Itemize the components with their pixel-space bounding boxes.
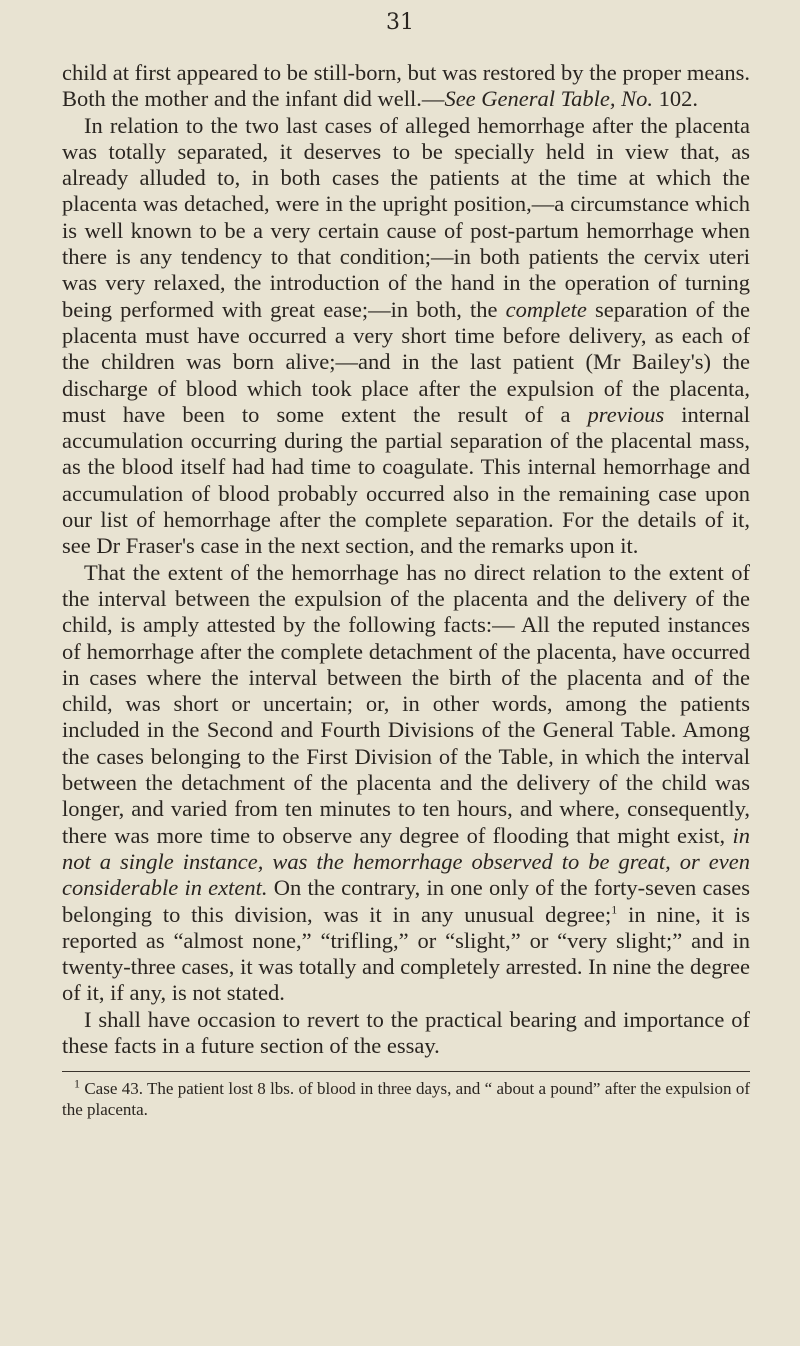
paragraph-3-text-b: On the contrary, in one only of the forty-seven cases belonging to this division, was it in any unusual degree;	[62, 875, 750, 927]
footnote-reference: 1	[611, 902, 618, 916]
footnote-paragraph	[62, 1078, 750, 1120]
paragraph-3-text-c: in nine, it is reported as “almost none,” “trifling,” or “slight,” or “very slight;” and in twenty-three cases, it was totally and completely arrested. In nine the degree of it, if any, is not stated.	[62, 901, 750, 1006]
table-reference: See General Table, No.	[444, 86, 653, 112]
footnote-divider	[62, 1071, 750, 1072]
emphasis-not-single-instance: in not a single instance, was the hemorrhage observed to be great, or even considerable in extent.	[62, 822, 750, 901]
emphasis-complete: complete	[505, 296, 587, 322]
paragraph-3-text-a: That the extent of the hemorrhage has no direct relation to the extent of the interval between the expulsion of the placenta and the delivery of the child, is amply attested by the following facts:— All the reputed instances of hemorrhage after the complete detachment of the placenta, have occurred in cases where the interval between the birth of the placenta and of the child, was short or uncertain; or, in other words, among the patients included in the Second and Fourth Divisions of the General Table. Among the cases belonging to the First Division of the Table, in which the interval between the detachment of the placenta and the delivery of the child was longer, and varied from ten minutes to ten hours, and where, consequently, there was more time to observe any degree of flooding that might exist,	[62, 559, 750, 848]
footnote-text: Case 43. The patient lost 8 lbs. of blood in three days, and “ about a pound” after the expulsion of the placenta.	[62, 1079, 750, 1119]
paragraph-1-end: 102.	[652, 86, 698, 112]
paragraph-3	[62, 560, 750, 1007]
footnote-mark: 1	[74, 1076, 80, 1091]
page-number: 31	[386, 10, 414, 35]
paragraph-4	[62, 1007, 750, 1060]
paragraph-2-text-b: separation of the placenta must have occurred a very short time before delivery, as each of the children was born alive;—and in the last patient (Mr Bailey's) the discharge of blood which took place after the expulsion of the placenta, must have been to some extent the result of a	[62, 296, 750, 427]
footnote	[62, 1078, 750, 1120]
paragraph-4-text: I shall have occasion to revert to the practical bearing and importance of these facts in a future section of the essay.	[62, 1006, 750, 1058]
emphasis-previous: previous	[587, 401, 665, 427]
paragraph-1	[62, 60, 750, 113]
paragraph-2-text-a: In relation to the two last cases of alleged hemorrhage after the placenta was totally separated, it deserves to be specially held in view that, as already alluded to, in both cases the patients at the time at which the placenta was detached, were in the upright position,—a circumstance which is well known to be a very certain cause of post-partum hemorrhage when there is any tendency to that condition;—in both patients the cervix uteri was very relaxed, the introduction of the hand in the operation of turning being performed with great ease;—in both, the	[62, 112, 750, 322]
body-text	[62, 60, 750, 1059]
paragraph-2-text-c: internal accumulation occurring during the partial separation of the placental mass, as the blood itself had had time to coagulate. This internal hemorrhage and accumulation of blood probably occurred also in the remaining case upon our list of hemorrhage after the complete separation. For the details of it, see Dr Fraser's case in the next section, and the remarks upon it.	[62, 401, 750, 559]
paragraph-1-text: child at first appeared to be still-born, but was restored by the proper means. Both the mother and the infant did well.—	[62, 60, 750, 112]
paragraph-2	[62, 113, 750, 560]
